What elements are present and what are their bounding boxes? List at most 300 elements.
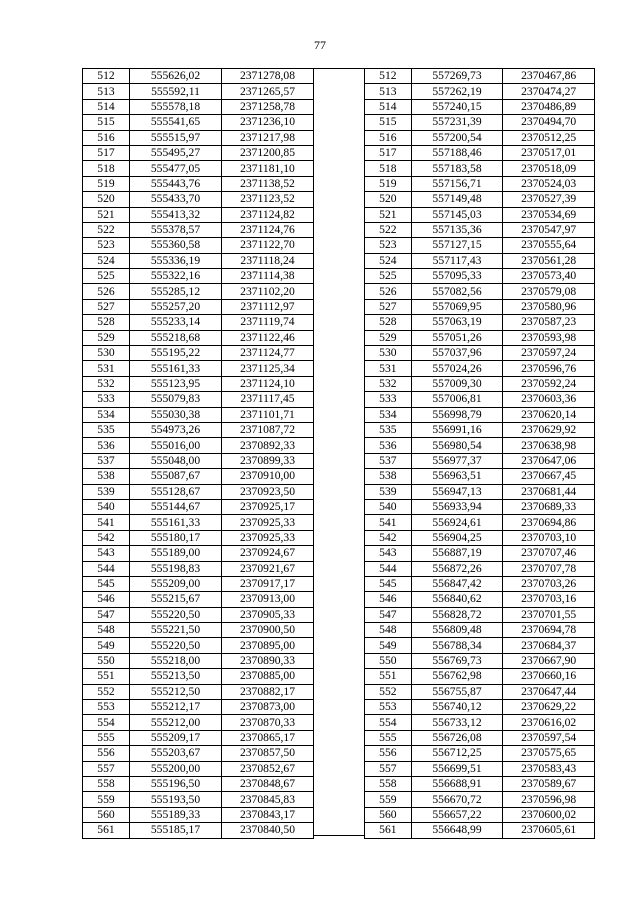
point-number-cell: 523 xyxy=(83,238,130,253)
y-coordinate-cell: 2370694,86 xyxy=(503,515,595,530)
point-number-cell: 531 xyxy=(365,361,412,376)
x-coordinate-cell: 557262,19 xyxy=(411,84,503,99)
point-number-cell: 549 xyxy=(83,638,130,653)
y-coordinate-cell: 2370600,02 xyxy=(503,807,595,822)
y-coordinate-cell: 2370917,17 xyxy=(222,576,314,591)
point-number-cell: 556 xyxy=(83,746,130,761)
y-coordinate-cell: 2370660,16 xyxy=(503,669,595,684)
table-row xyxy=(365,192,595,207)
point-number-cell: 526 xyxy=(83,284,130,299)
point-number-cell: 512 xyxy=(83,69,130,84)
point-number-cell: 552 xyxy=(83,684,130,699)
x-coordinate-cell: 557188,46 xyxy=(411,145,503,160)
table-row xyxy=(365,222,595,237)
point-number-cell: 533 xyxy=(365,392,412,407)
x-coordinate-cell: 555087,67 xyxy=(130,469,222,484)
table-row xyxy=(83,115,314,130)
table-row xyxy=(365,253,595,268)
table-row xyxy=(365,653,595,668)
x-coordinate-cell: 555198,83 xyxy=(130,561,222,576)
y-coordinate-cell: 2370703,16 xyxy=(503,592,595,607)
table-row xyxy=(83,607,314,622)
y-coordinate-cell: 2370848,67 xyxy=(222,776,314,791)
point-number-cell: 545 xyxy=(83,576,130,591)
point-number-cell: 538 xyxy=(365,469,412,484)
y-coordinate-cell: 2370701,55 xyxy=(503,607,595,622)
point-number-cell: 537 xyxy=(83,453,130,468)
table-row xyxy=(365,376,595,391)
x-coordinate-cell: 557063,19 xyxy=(411,315,503,330)
table-row xyxy=(365,684,595,699)
x-coordinate-cell: 555079,83 xyxy=(130,392,222,407)
y-coordinate-cell: 2370597,24 xyxy=(503,346,595,361)
x-coordinate-cell: 555515,97 xyxy=(130,130,222,145)
x-coordinate-cell: 557051,26 xyxy=(411,330,503,345)
table-row xyxy=(365,69,595,84)
table-row xyxy=(365,84,595,99)
point-number-cell: 516 xyxy=(83,130,130,145)
x-coordinate-cell: 557149,48 xyxy=(411,192,503,207)
point-number-cell: 555 xyxy=(83,730,130,745)
x-coordinate-cell: 555220,50 xyxy=(130,607,222,622)
point-number-cell: 557 xyxy=(365,761,412,776)
y-coordinate-cell: 2370925,33 xyxy=(222,530,314,545)
y-coordinate-cell: 2371124,82 xyxy=(222,207,314,222)
y-coordinate-cell: 2370923,50 xyxy=(222,484,314,499)
point-number-cell: 527 xyxy=(365,299,412,314)
point-number-cell: 529 xyxy=(365,330,412,345)
point-number-cell: 553 xyxy=(365,700,412,715)
point-number-cell: 561 xyxy=(83,823,130,838)
x-coordinate-cell: 555378,57 xyxy=(130,222,222,237)
y-coordinate-cell: 2370573,40 xyxy=(503,269,595,284)
table-row xyxy=(365,346,595,361)
x-coordinate-cell: 556712,25 xyxy=(411,746,503,761)
point-number-cell: 529 xyxy=(83,330,130,345)
x-coordinate-cell: 557127,15 xyxy=(411,238,503,253)
table-row xyxy=(83,176,314,191)
y-coordinate-cell: 2371138,52 xyxy=(222,176,314,191)
x-coordinate-cell: 555209,00 xyxy=(130,576,222,591)
y-coordinate-cell: 2370707,46 xyxy=(503,546,595,561)
y-coordinate-cell: 2370925,17 xyxy=(222,499,314,514)
y-coordinate-cell: 2370703,10 xyxy=(503,530,595,545)
table-row xyxy=(83,145,314,160)
point-number-cell: 559 xyxy=(83,792,130,807)
point-number-cell: 532 xyxy=(83,376,130,391)
y-coordinate-cell: 2370587,23 xyxy=(503,315,595,330)
point-number-cell: 543 xyxy=(365,546,412,561)
y-coordinate-cell: 2370524,03 xyxy=(503,176,595,191)
y-coordinate-cell: 2370667,90 xyxy=(503,653,595,668)
y-coordinate-cell: 2370518,09 xyxy=(503,161,595,176)
table-row xyxy=(365,453,595,468)
x-coordinate-cell: 556847,42 xyxy=(411,576,503,591)
y-coordinate-cell: 2370527,39 xyxy=(503,192,595,207)
table-row xyxy=(83,823,314,838)
x-coordinate-cell: 556828,72 xyxy=(411,607,503,622)
y-coordinate-cell: 2370494,70 xyxy=(503,115,595,130)
point-number-cell: 549 xyxy=(365,638,412,653)
x-coordinate-cell: 556762,98 xyxy=(411,669,503,684)
point-number-cell: 514 xyxy=(83,99,130,114)
x-coordinate-cell: 555433,70 xyxy=(130,192,222,207)
table-row xyxy=(83,653,314,668)
table-row xyxy=(365,145,595,160)
point-number-cell: 556 xyxy=(365,746,412,761)
x-coordinate-cell: 556733,12 xyxy=(411,715,503,730)
y-coordinate-cell: 2370694,78 xyxy=(503,623,595,638)
y-coordinate-cell: 2370857,50 xyxy=(222,746,314,761)
y-coordinate-cell: 2371087,72 xyxy=(222,422,314,437)
table-row xyxy=(365,115,595,130)
x-coordinate-cell: 556657,22 xyxy=(411,807,503,822)
point-number-cell: 515 xyxy=(365,115,412,130)
table-row xyxy=(83,330,314,345)
point-number-cell: 522 xyxy=(365,222,412,237)
point-number-cell: 521 xyxy=(365,207,412,222)
x-coordinate-cell: 555212,00 xyxy=(130,715,222,730)
x-coordinate-cell: 555477,05 xyxy=(130,161,222,176)
x-coordinate-cell: 556947,13 xyxy=(411,484,503,499)
point-number-cell: 544 xyxy=(83,561,130,576)
y-coordinate-cell: 2370647,06 xyxy=(503,453,595,468)
y-coordinate-cell: 2370580,96 xyxy=(503,299,595,314)
x-coordinate-cell: 556887,19 xyxy=(411,546,503,561)
y-coordinate-cell: 2371124,76 xyxy=(222,222,314,237)
point-number-cell: 516 xyxy=(365,130,412,145)
table-row xyxy=(365,776,595,791)
x-coordinate-cell: 556726,08 xyxy=(411,730,503,745)
x-coordinate-cell: 555200,00 xyxy=(130,761,222,776)
point-number-cell: 514 xyxy=(365,99,412,114)
x-coordinate-cell: 555257,20 xyxy=(130,299,222,314)
table-row xyxy=(365,515,595,530)
y-coordinate-cell: 2370703,26 xyxy=(503,576,595,591)
table-row xyxy=(83,207,314,222)
point-number-cell: 541 xyxy=(83,515,130,530)
table-row xyxy=(83,546,314,561)
table-row xyxy=(83,315,314,330)
point-number-cell: 525 xyxy=(365,269,412,284)
y-coordinate-cell: 2370899,33 xyxy=(222,453,314,468)
y-coordinate-cell: 2370638,98 xyxy=(503,438,595,453)
table-row xyxy=(83,499,314,514)
point-number-cell: 520 xyxy=(83,192,130,207)
table-row xyxy=(83,284,314,299)
y-coordinate-cell: 2371278,08 xyxy=(222,69,314,84)
table-row xyxy=(83,192,314,207)
x-coordinate-cell: 555592,11 xyxy=(130,84,222,99)
table-row xyxy=(83,561,314,576)
y-coordinate-cell: 2370910,00 xyxy=(222,469,314,484)
x-coordinate-cell: 557024,26 xyxy=(411,361,503,376)
table-row xyxy=(83,807,314,822)
page-number: 77 xyxy=(314,38,326,52)
y-coordinate-cell: 2370583,43 xyxy=(503,761,595,776)
y-coordinate-cell: 2371181,10 xyxy=(222,161,314,176)
x-coordinate-cell: 555336,19 xyxy=(130,253,222,268)
y-coordinate-cell: 2370555,64 xyxy=(503,238,595,253)
table-row xyxy=(83,792,314,807)
y-coordinate-cell: 2371117,45 xyxy=(222,392,314,407)
table-row xyxy=(365,746,595,761)
table-row xyxy=(365,761,595,776)
table-row xyxy=(365,238,595,253)
table-row xyxy=(365,269,595,284)
point-number-cell: 540 xyxy=(83,499,130,514)
y-coordinate-cell: 2370561,28 xyxy=(503,253,595,268)
y-coordinate-cell: 2371124,10 xyxy=(222,376,314,391)
point-number-cell: 554 xyxy=(365,715,412,730)
y-coordinate-cell: 2370596,76 xyxy=(503,361,595,376)
y-coordinate-cell: 2370913,00 xyxy=(222,592,314,607)
x-coordinate-cell: 557240,15 xyxy=(411,99,503,114)
table-row xyxy=(83,530,314,545)
table-row xyxy=(83,592,314,607)
y-coordinate-cell: 2370667,45 xyxy=(503,469,595,484)
point-number-cell: 539 xyxy=(83,484,130,499)
y-coordinate-cell: 2371125,34 xyxy=(222,361,314,376)
y-coordinate-cell: 2371118,24 xyxy=(222,253,314,268)
x-coordinate-cell: 556670,72 xyxy=(411,792,503,807)
coordinate-tables xyxy=(82,68,595,836)
x-coordinate-cell: 556755,87 xyxy=(411,684,503,699)
point-number-cell: 538 xyxy=(83,469,130,484)
point-number-cell: 519 xyxy=(365,176,412,191)
point-number-cell: 540 xyxy=(365,499,412,514)
point-number-cell: 546 xyxy=(83,592,130,607)
table-row xyxy=(83,776,314,791)
y-coordinate-cell: 2371119,74 xyxy=(222,315,314,330)
point-number-cell: 550 xyxy=(83,653,130,668)
y-coordinate-cell: 2371123,52 xyxy=(222,192,314,207)
y-coordinate-cell: 2370892,33 xyxy=(222,438,314,453)
x-coordinate-cell: 557037,96 xyxy=(411,346,503,361)
point-number-cell: 532 xyxy=(365,376,412,391)
table-row xyxy=(83,469,314,484)
x-coordinate-cell: 556872,26 xyxy=(411,561,503,576)
y-coordinate-cell: 2370579,08 xyxy=(503,284,595,299)
y-coordinate-cell: 2370512,25 xyxy=(503,130,595,145)
y-coordinate-cell: 2370873,00 xyxy=(222,700,314,715)
point-number-cell: 517 xyxy=(83,145,130,160)
y-coordinate-cell: 2370689,33 xyxy=(503,499,595,514)
table-row xyxy=(83,761,314,776)
x-coordinate-cell: 555220,50 xyxy=(130,638,222,653)
table-row xyxy=(83,638,314,653)
y-coordinate-cell: 2371112,97 xyxy=(222,299,314,314)
y-coordinate-cell: 2370517,01 xyxy=(503,145,595,160)
table-row xyxy=(365,438,595,453)
y-coordinate-cell: 2371200,85 xyxy=(222,145,314,160)
x-coordinate-cell: 556924,61 xyxy=(411,515,503,530)
x-coordinate-cell: 557135,36 xyxy=(411,222,503,237)
table-row xyxy=(83,422,314,437)
table-row xyxy=(365,607,595,622)
x-coordinate-cell: 557117,43 xyxy=(411,253,503,268)
table-row xyxy=(365,176,595,191)
point-number-cell: 536 xyxy=(365,438,412,453)
point-number-cell: 534 xyxy=(365,407,412,422)
y-coordinate-cell: 2370575,65 xyxy=(503,746,595,761)
point-number-cell: 528 xyxy=(365,315,412,330)
x-coordinate-cell: 555541,65 xyxy=(130,115,222,130)
table-row xyxy=(83,669,314,684)
table-row xyxy=(83,222,314,237)
point-number-cell: 561 xyxy=(365,823,412,838)
table-row xyxy=(83,130,314,145)
x-coordinate-cell: 557200,54 xyxy=(411,130,503,145)
point-number-cell: 557 xyxy=(83,761,130,776)
y-coordinate-cell: 2370684,37 xyxy=(503,638,595,653)
x-coordinate-cell: 556977,37 xyxy=(411,453,503,468)
y-coordinate-cell: 2370616,02 xyxy=(503,715,595,730)
table-row xyxy=(365,715,595,730)
y-coordinate-cell: 2370852,67 xyxy=(222,761,314,776)
point-number-cell: 521 xyxy=(83,207,130,222)
point-number-cell: 524 xyxy=(365,253,412,268)
table-row xyxy=(83,269,314,284)
point-number-cell: 517 xyxy=(365,145,412,160)
point-number-cell: 558 xyxy=(365,776,412,791)
x-coordinate-cell: 557231,39 xyxy=(411,115,503,130)
x-coordinate-cell: 555161,33 xyxy=(130,361,222,376)
table-row xyxy=(83,253,314,268)
y-coordinate-cell: 2370603,36 xyxy=(503,392,595,407)
point-number-cell: 539 xyxy=(365,484,412,499)
x-coordinate-cell: 555413,32 xyxy=(130,207,222,222)
x-coordinate-cell: 556648,99 xyxy=(411,823,503,838)
point-number-cell: 518 xyxy=(83,161,130,176)
x-coordinate-cell: 555212,50 xyxy=(130,684,222,699)
x-coordinate-cell: 556933,94 xyxy=(411,499,503,514)
y-coordinate-cell: 2370592,24 xyxy=(503,376,595,391)
x-coordinate-cell: 555193,50 xyxy=(130,792,222,807)
y-coordinate-cell: 2370845,83 xyxy=(222,792,314,807)
point-number-cell: 530 xyxy=(83,346,130,361)
y-coordinate-cell: 2370596,98 xyxy=(503,792,595,807)
table-row xyxy=(83,376,314,391)
y-coordinate-cell: 2370605,61 xyxy=(503,823,595,838)
point-number-cell: 530 xyxy=(365,346,412,361)
x-coordinate-cell: 555212,17 xyxy=(130,700,222,715)
y-coordinate-cell: 2370707,78 xyxy=(503,561,595,576)
y-coordinate-cell: 2370474,27 xyxy=(503,84,595,99)
y-coordinate-cell: 2370467,86 xyxy=(503,69,595,84)
coordinate-table-left xyxy=(82,68,314,839)
x-coordinate-cell: 555030,38 xyxy=(130,407,222,422)
table-row xyxy=(365,807,595,822)
x-coordinate-cell: 555233,14 xyxy=(130,315,222,330)
x-coordinate-cell: 555128,67 xyxy=(130,484,222,499)
y-coordinate-cell: 2371236,10 xyxy=(222,115,314,130)
point-number-cell: 555 xyxy=(365,730,412,745)
x-coordinate-cell: 555048,00 xyxy=(130,453,222,468)
y-coordinate-cell: 2371217,98 xyxy=(222,130,314,145)
point-number-cell: 558 xyxy=(83,776,130,791)
x-coordinate-cell: 556788,34 xyxy=(411,638,503,653)
table-row xyxy=(83,684,314,699)
table-row xyxy=(365,315,595,330)
coordinate-table-right xyxy=(364,68,595,839)
y-coordinate-cell: 2371265,57 xyxy=(222,84,314,99)
table-row xyxy=(365,499,595,514)
table-row xyxy=(365,99,595,114)
point-number-cell: 523 xyxy=(365,238,412,253)
point-number-cell: 548 xyxy=(83,623,130,638)
point-number-cell: 531 xyxy=(83,361,130,376)
x-coordinate-cell: 555144,67 xyxy=(130,499,222,514)
x-coordinate-cell: 557145,03 xyxy=(411,207,503,222)
table-row xyxy=(365,284,595,299)
table-row xyxy=(83,361,314,376)
x-coordinate-cell: 557006,81 xyxy=(411,392,503,407)
x-coordinate-cell: 556904,25 xyxy=(411,530,503,545)
point-number-cell: 550 xyxy=(365,653,412,668)
x-coordinate-cell: 555215,67 xyxy=(130,592,222,607)
table-row xyxy=(83,99,314,114)
x-coordinate-cell: 555218,68 xyxy=(130,330,222,345)
table-row xyxy=(83,69,314,84)
point-number-cell: 520 xyxy=(365,192,412,207)
x-coordinate-cell: 557082,56 xyxy=(411,284,503,299)
table-row xyxy=(365,700,595,715)
table-row xyxy=(365,361,595,376)
table-row xyxy=(83,515,314,530)
table-row xyxy=(83,438,314,453)
y-coordinate-cell: 2370865,17 xyxy=(222,730,314,745)
y-coordinate-cell: 2371102,20 xyxy=(222,284,314,299)
y-coordinate-cell: 2370895,00 xyxy=(222,638,314,653)
x-coordinate-cell: 555360,58 xyxy=(130,238,222,253)
table-row xyxy=(365,530,595,545)
table-row xyxy=(365,407,595,422)
y-coordinate-cell: 2370843,17 xyxy=(222,807,314,822)
point-number-cell: 551 xyxy=(83,669,130,684)
x-coordinate-cell: 556809,48 xyxy=(411,623,503,638)
y-coordinate-cell: 2370620,14 xyxy=(503,407,595,422)
x-coordinate-cell: 555016,00 xyxy=(130,438,222,453)
table-row xyxy=(365,669,595,684)
y-coordinate-cell: 2370840,50 xyxy=(222,823,314,838)
y-coordinate-cell: 2370681,44 xyxy=(503,484,595,499)
x-coordinate-cell: 556980,54 xyxy=(411,438,503,453)
table-row xyxy=(365,422,595,437)
x-coordinate-cell: 556963,51 xyxy=(411,469,503,484)
x-coordinate-cell: 555123,95 xyxy=(130,376,222,391)
table-row xyxy=(365,330,595,345)
y-coordinate-cell: 2370589,67 xyxy=(503,776,595,791)
table-row xyxy=(365,299,595,314)
y-coordinate-cell: 2371101,71 xyxy=(222,407,314,422)
y-coordinate-cell: 2370890,33 xyxy=(222,653,314,668)
point-number-cell: 535 xyxy=(83,422,130,437)
table-row xyxy=(83,161,314,176)
point-number-cell: 533 xyxy=(83,392,130,407)
table-row xyxy=(365,623,595,638)
table-row xyxy=(83,84,314,99)
point-number-cell: 536 xyxy=(83,438,130,453)
point-number-cell: 526 xyxy=(365,284,412,299)
y-coordinate-cell: 2371122,70 xyxy=(222,238,314,253)
table-row xyxy=(365,130,595,145)
x-coordinate-cell: 555196,50 xyxy=(130,776,222,791)
x-coordinate-cell: 556998,79 xyxy=(411,407,503,422)
table-row xyxy=(365,484,595,499)
y-coordinate-cell: 2370629,22 xyxy=(503,700,595,715)
point-number-cell: 528 xyxy=(83,315,130,330)
